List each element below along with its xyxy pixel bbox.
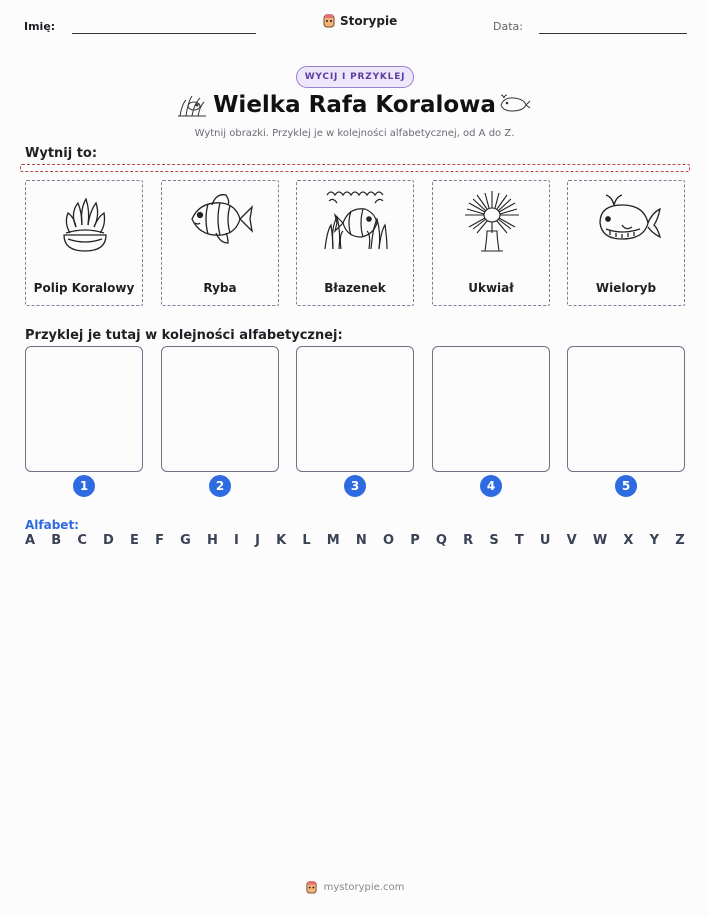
- alphabet-letter: B: [51, 533, 62, 548]
- slot-number-badge: 4: [480, 475, 502, 497]
- storypie-mascot-icon: [322, 13, 336, 29]
- name-label: Imię:: [24, 20, 56, 33]
- storypie-mascot-icon: [305, 880, 318, 895]
- cut-card-coral-polyp[interactable]: [25, 180, 143, 306]
- alphabet-letter: E: [130, 533, 139, 548]
- card-label: Ukwiał: [468, 281, 514, 295]
- date-label: Data:: [493, 20, 523, 33]
- alphabet-letter: W: [592, 533, 608, 548]
- alphabet-letter: Q: [435, 533, 447, 548]
- paste-slot-3[interactable]: [296, 346, 414, 472]
- alphabet-letter: K: [276, 533, 287, 548]
- cut-card-whale[interactable]: [567, 180, 685, 306]
- alphabet-letter: A: [25, 533, 36, 548]
- alphabet-letter: P: [410, 533, 420, 548]
- alphabet-letter: N: [355, 533, 367, 548]
- card-label: Polip Koralowy: [33, 281, 135, 295]
- whale-icon: [592, 187, 662, 257]
- card-label: Wieloryb: [595, 281, 657, 295]
- slot-number-badge: 3: [344, 475, 366, 497]
- alphabet-letter: L: [302, 533, 311, 548]
- alphabet-letter: J: [255, 533, 260, 548]
- activity-badge: WYCIJ I PRZYKLEJ: [296, 66, 414, 88]
- page-title: Wielka Rafa Koralowa: [213, 92, 496, 118]
- cut-section-title: Wytnij to:: [25, 146, 98, 161]
- slot-number-badge: 1: [73, 475, 95, 497]
- paste-section-title: Przyklej je tutaj w kolejności alfabetycznej:: [25, 328, 343, 343]
- paste-slot-4[interactable]: [432, 346, 550, 472]
- instructions-text: Wytnij obrazki. Przyklej je w kolejności alfabetycznej, od A do Z.: [194, 128, 515, 139]
- alphabet-label: Alfabet:: [25, 518, 79, 532]
- whale-deco-icon: [498, 94, 532, 114]
- alphabet-letter: O: [382, 533, 395, 548]
- date-write-line: [539, 33, 687, 34]
- alphabet-letter: S: [489, 533, 499, 548]
- paste-slot-5[interactable]: [567, 346, 685, 472]
- alphabet-letter: U: [539, 533, 551, 548]
- alphabet-letter: T: [514, 533, 524, 548]
- card-label: Ryba: [203, 281, 237, 295]
- alphabet-letter: Y: [649, 533, 660, 548]
- alphabet-letter: V: [566, 533, 577, 548]
- clownfish-icon: [321, 187, 391, 257]
- footer: [0, 880, 709, 895]
- paste-slot-2[interactable]: [161, 346, 279, 472]
- alphabet-letter: M: [326, 533, 340, 548]
- footer-url: mystorypie.com: [323, 882, 405, 893]
- cut-card-clownfish[interactable]: [296, 180, 414, 306]
- name-write-line: [72, 33, 256, 34]
- alphabet-letter: I: [234, 533, 239, 548]
- coral-polyp-icon: [50, 187, 120, 257]
- paste-slot-1[interactable]: [25, 346, 143, 472]
- alphabet-row: [25, 533, 685, 548]
- alphabet-letter: C: [77, 533, 87, 548]
- alphabet-letter: X: [623, 533, 634, 548]
- alphabet-letter: D: [103, 533, 114, 548]
- cut-card-sea-anemone[interactable]: [432, 180, 550, 306]
- sea-anemone-icon: [457, 187, 527, 257]
- fish-icon: [186, 187, 256, 257]
- alphabet-letter: F: [155, 533, 164, 548]
- slot-number-badge: 2: [209, 475, 231, 497]
- cut-card-fish[interactable]: [161, 180, 279, 306]
- alphabet-letter: H: [206, 533, 218, 548]
- alphabet-letter: Z: [675, 533, 685, 548]
- card-label: Błazenek: [324, 281, 386, 295]
- slot-number-badge: 5: [615, 475, 637, 497]
- alphabet-letter: G: [180, 533, 191, 548]
- alphabet-letter: R: [463, 533, 474, 548]
- brand-logo: [322, 13, 397, 29]
- brand-name: Storypie: [340, 14, 398, 28]
- cut-dashed-line: [20, 164, 690, 172]
